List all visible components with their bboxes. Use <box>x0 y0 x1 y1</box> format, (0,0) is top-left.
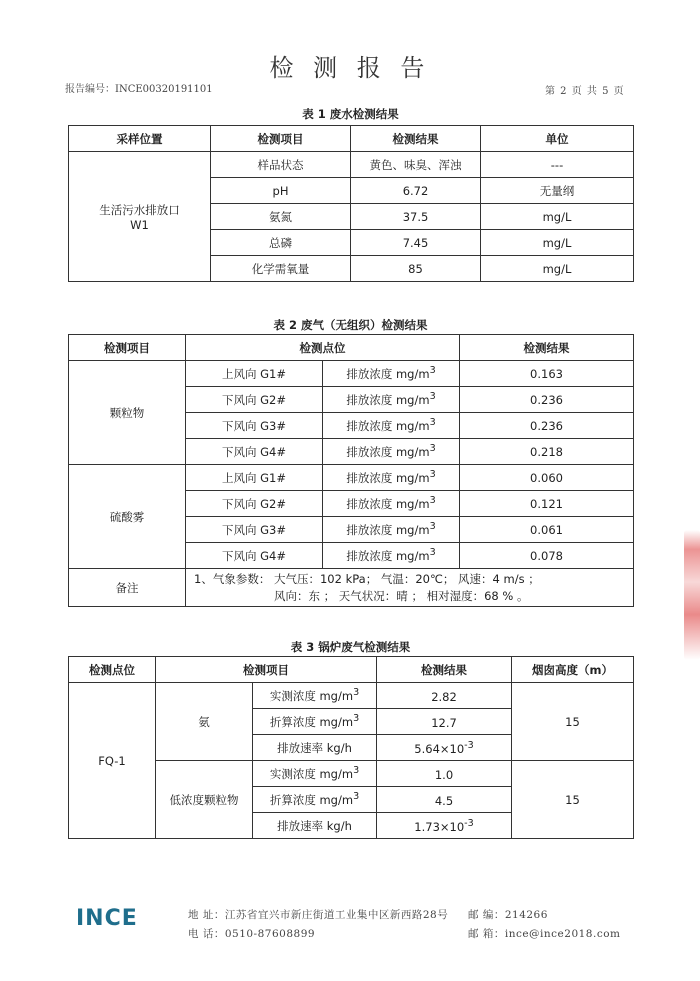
table2-result: 0.078 <box>460 543 634 569</box>
table1-header-unit: 单位 <box>481 126 634 152</box>
table2-result: 0.060 <box>460 465 634 491</box>
table3-param-sup: 3 <box>353 765 360 777</box>
table1-result: 6.72 <box>351 178 481 204</box>
table2-result: 0.218 <box>460 439 634 465</box>
table2-caption: 表 2 废气（无组织）检测结果 <box>273 318 428 332</box>
table1-header-location: 采样位置 <box>69 126 211 152</box>
table3-param <box>253 735 377 761</box>
table1-header-result: 检测结果 <box>351 126 481 152</box>
table2-group-item: 颗粒物 <box>69 361 186 465</box>
table2-param-text: 排放浓度 mg/m <box>346 444 430 459</box>
table3-header-item: 检测项目 <box>156 657 377 683</box>
table3-stack-height: 15 <box>512 761 634 839</box>
table3-result <box>377 787 512 813</box>
table2-param <box>323 465 460 491</box>
footer-postcode: 邮 编：214266 <box>468 909 548 921</box>
table3-param <box>253 761 377 787</box>
table3-param-sup: 3 <box>353 713 360 725</box>
table3-header-point: 检测点位 <box>69 657 156 683</box>
table1-result: 7.45 <box>351 230 481 256</box>
table3-param <box>253 787 377 813</box>
table1-item: pH <box>211 178 351 204</box>
table2-header-result: 检测结果 <box>460 335 634 361</box>
table2-param-text: 排放浓度 mg/m <box>346 548 430 563</box>
seal-stamp-edge <box>684 530 700 660</box>
table2-param-sup: 3 <box>429 365 436 377</box>
table2-param <box>323 387 460 413</box>
table3-result <box>377 813 512 839</box>
table1-unit: 无量纲 <box>481 178 634 204</box>
table2-point: 下风向 G4# <box>186 543 323 569</box>
table1-result: 85 <box>351 256 481 282</box>
table1-caption: 表 1 废水检测结果 <box>302 107 399 121</box>
sampling-location <box>69 152 211 282</box>
table2-point: 下风向 G3# <box>186 413 323 439</box>
report-number: 报告编号：INCE00320191101 <box>65 84 213 95</box>
page-number: 第 2 页 共 5 页 <box>545 86 625 97</box>
table2-result: 0.236 <box>460 413 634 439</box>
table2-result: 0.236 <box>460 387 634 413</box>
table2-point: 下风向 G2# <box>186 491 323 517</box>
table2-param-sup: 3 <box>429 391 436 403</box>
table2-param-text: 排放浓度 mg/m <box>346 522 430 537</box>
table3-param-text: 实测浓度 mg/m <box>269 688 354 703</box>
table3-result-sup: -3 <box>464 739 474 751</box>
table2-param-text: 排放浓度 mg/m <box>346 418 430 433</box>
table2-point: 上风向 G1# <box>186 361 323 387</box>
page-title: 检 测 报 告 <box>269 54 431 82</box>
table2-result: 0.061 <box>460 517 634 543</box>
table2-param <box>323 413 460 439</box>
table3-param-text: 排放速率 kg/h <box>277 818 352 833</box>
table3-group-item: 低浓度颗粒物 <box>156 761 253 839</box>
table2-param-sup: 3 <box>429 547 436 559</box>
table2-param <box>323 439 460 465</box>
sampling-location-code: W1 <box>130 217 149 232</box>
footer-address: 地 址：江苏省宜兴市新庄街道工业集中区新西路28号 <box>188 909 449 921</box>
table3-param-sup: 3 <box>353 687 360 699</box>
table3-result <box>377 735 512 761</box>
table3-param-sup: 3 <box>353 791 360 803</box>
table3-param <box>253 813 377 839</box>
table2-point: 下风向 G2# <box>186 387 323 413</box>
table3-stack-height: 15 <box>512 683 634 761</box>
table2-param-sup: 3 <box>429 521 436 533</box>
table1-unit: --- <box>481 152 634 178</box>
note-label: 备注 <box>69 569 186 607</box>
weather-note-line2: 风向：东 ； 天气状况：晴 ； 相对湿度：68 % 。 <box>274 588 529 603</box>
company-logo: INCE <box>76 906 138 931</box>
wastewater-table <box>68 125 634 282</box>
table3-result-sup: -3 <box>464 817 474 829</box>
table2-group-item: 硫酸雾 <box>69 465 186 569</box>
table3-group-item: 氨 <box>156 683 253 761</box>
footer-phone: 电 话：0510-87608899 <box>188 928 316 940</box>
table3-result-text: 2.82 <box>431 689 457 704</box>
table3-result-text: 1.73×10 <box>414 819 465 834</box>
table3-param-text: 折算浓度 mg/m <box>269 792 354 807</box>
table2-param-sup: 3 <box>429 417 436 429</box>
table3-result <box>377 709 512 735</box>
table3-result-text: 5.64×10 <box>414 741 465 756</box>
table1-item: 总磷 <box>211 230 351 256</box>
table2-param <box>323 491 460 517</box>
table2-param-text: 排放浓度 mg/m <box>346 496 430 511</box>
table3-caption: 表 3 锅炉废气检测结果 <box>290 640 411 654</box>
table3-param <box>253 709 377 735</box>
table1-header-item: 检测项目 <box>211 126 351 152</box>
table1-unit: mg/L <box>481 230 634 256</box>
table2-param <box>323 543 460 569</box>
table1-unit: mg/L <box>481 204 634 230</box>
table2-param-text: 排放浓度 mg/m <box>346 392 430 407</box>
boiler-gas-table <box>68 656 634 839</box>
table2-param-sup: 3 <box>429 443 436 455</box>
table1-item: 样品状态 <box>211 152 351 178</box>
table3-header-height: 烟囱高度（m） <box>512 657 634 683</box>
weather-note <box>186 569 634 607</box>
table3-param-text: 折算浓度 mg/m <box>269 714 354 729</box>
table1-result: 37.5 <box>351 204 481 230</box>
exhaust-gas-table <box>68 334 634 607</box>
table3-result-text: 12.7 <box>431 715 457 730</box>
table2-param <box>323 517 460 543</box>
table1-item: 化学需氧量 <box>211 256 351 282</box>
table2-header-item: 检测项目 <box>69 335 186 361</box>
table2-param-sup: 3 <box>429 469 436 481</box>
table3-header-result: 检测结果 <box>377 657 512 683</box>
table2-point: 下风向 G3# <box>186 517 323 543</box>
table2-result: 0.163 <box>460 361 634 387</box>
table1-unit: mg/L <box>481 256 634 282</box>
table2-header-point: 检测点位 <box>186 335 460 361</box>
weather-note-line1: 1、气象参数： 大气压：102 kPa； 气温：20℃； 风速：4 m/s ； <box>194 571 540 586</box>
table2-param <box>323 361 460 387</box>
table3-result <box>377 683 512 709</box>
table2-param-text: 排放浓度 mg/m <box>346 470 430 485</box>
table2-param-text: 排放浓度 mg/m <box>346 366 430 381</box>
table1-result: 黄色、味臭、浑浊 <box>351 152 481 178</box>
table2-result: 0.121 <box>460 491 634 517</box>
table3-result-text: 1.0 <box>434 767 454 782</box>
table3-param <box>253 683 377 709</box>
table2-point: 上风向 G1# <box>186 465 323 491</box>
footer-email: 邮 箱：ince@ince2018.com <box>468 928 621 940</box>
table1-item: 氨氮 <box>211 204 351 230</box>
table3-param-text: 实测浓度 mg/m <box>269 766 354 781</box>
table2-param-sup: 3 <box>429 495 436 507</box>
table3-param-text: 排放速率 kg/h <box>277 740 352 755</box>
table3-result-text: 4.5 <box>434 793 454 808</box>
table2-point: 下风向 G4# <box>186 439 323 465</box>
table3-point: FQ-1 <box>69 683 156 839</box>
sampling-location-name: 生活污水排放口 <box>99 202 180 217</box>
table3-result <box>377 761 512 787</box>
